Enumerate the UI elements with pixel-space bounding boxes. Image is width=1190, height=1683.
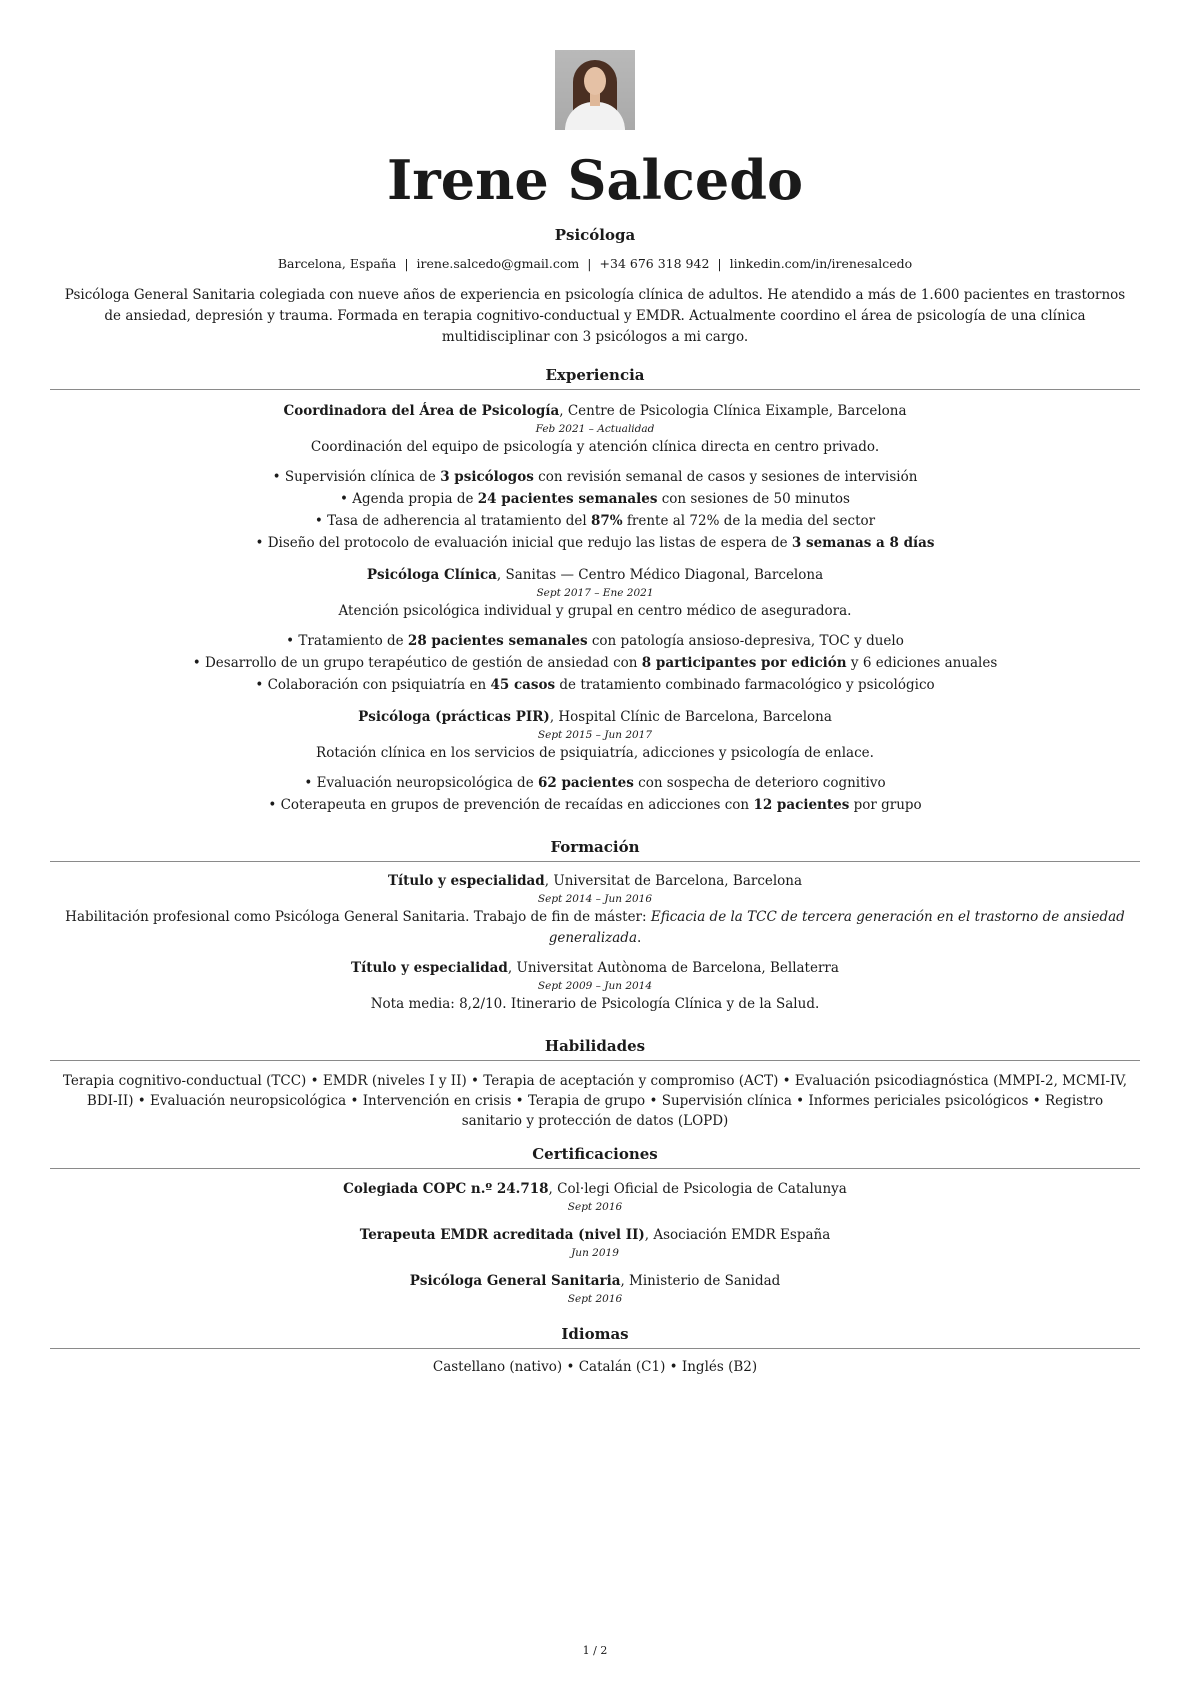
resume-page [50, 0, 1140, 1375]
certification-name: Terapeuta EMDR acreditada (nivel II) [359, 1227, 645, 1243]
education-description: Habilitación profesional como Psicóloga General Sanitaria. Trabajo de fin de máster: Eficacia de la TCC de tercera generación en el trastorno de ansiedad generalizada. [65, 909, 1125, 946]
job-position: Psicóloga Clínica [366, 567, 497, 583]
certification-org: , Asociación EMDR España [644, 1227, 831, 1243]
certification-date: Sept 2016 [567, 1201, 623, 1213]
list-item: • Colaboración con psiquiatría en 45 casos de tratamiento combinado farmacológico y psicológico [255, 677, 935, 693]
list-item: • Agenda propia de 24 pacientes semanales con sesiones de 50 minutos [340, 491, 850, 507]
job-bullets [50, 772, 1140, 816]
job-entry [50, 402, 1140, 554]
education-degree: Título y especialidad [387, 873, 545, 889]
job-description: Rotación clínica en los servicios de psiquiatría, adicciones y psicología de enlace. [316, 745, 874, 761]
section-title-experience: Experiencia [50, 366, 1140, 390]
contact-linkedin[interactable]: linkedin.com/in/irenesalcedo [729, 256, 913, 271]
job-bullets [50, 630, 1140, 696]
job-position: Psicóloga (prácticas PIR) [358, 709, 550, 725]
list-item: • Desarrollo de un grupo terapéutico de gestión de ansiedad con 8 participantes por edición y 6 ediciones anuales [192, 655, 998, 671]
education-entry [50, 872, 1140, 949]
certification-entry [50, 1225, 1140, 1261]
job-date: Sept 2015 – Jun 2017 [537, 729, 653, 741]
education-date: Sept 2014 – Jun 2016 [537, 893, 653, 905]
candidate-role: Psicóloga [554, 226, 636, 244]
certification-org: , Col·legi Oficial de Psicologia de Catalunya [548, 1181, 847, 1197]
contact-separator: | [717, 256, 722, 271]
page-number: 1 / 2 [582, 1644, 608, 1657]
certification-entry [50, 1179, 1140, 1215]
contact-separator: | [587, 256, 592, 271]
contact-line [50, 256, 1140, 271]
section-title-certifications: Certificaciones [50, 1145, 1140, 1169]
list-item: • Tasa de adherencia al tratamiento del 87% frente al 72% de la media del sector [314, 513, 876, 529]
skills-list: Terapia cognitivo-conductual (TCC) • EMDR (niveles I y II) • Terapia de aceptación y compromiso (ACT) • Evaluación psicodiagnóstica (MMPI-2, MCMI-IV, BDI-II) • Evaluación neuropsicológica • Intervención en crisis • Terapia de grupo • Supervisión clínica • Informes periciales psicológicos • Registro sanitario y protección de datos (LOPD) [62, 1073, 1128, 1129]
list-item: • Supervisión clínica de 3 psicólogos con revisión semanal de casos y sesiones de intervisión [272, 469, 918, 485]
contact-phone[interactable]: +34 676 318 942 [599, 256, 710, 271]
job-organization: , Centre de Psicologia Clínica Eixample, Barcelona [559, 403, 907, 419]
contact-separator: | [404, 256, 409, 271]
section-title-languages: Idiomas [50, 1325, 1140, 1349]
profile-photo [555, 50, 635, 130]
job-description: Coordinación del equipo de psicología y atención clínica directa en centro privado. [310, 439, 880, 455]
contact-location: Barcelona, España [277, 256, 397, 271]
education-organization: , Universitat Autònoma de Barcelona, Bellaterra [507, 960, 839, 976]
education-date: Sept 2009 – Jun 2014 [537, 980, 653, 992]
languages-list: Castellano (nativo) • Catalán (C1) • Inglés (B2) [432, 1359, 758, 1375]
certification-org: , Ministerio de Sanidad [620, 1273, 781, 1289]
job-organization: , Hospital Clínic de Barcelona, Barcelona [549, 709, 832, 725]
education-degree: Título y especialidad [351, 960, 508, 976]
section-title-skills: Habilidades [50, 1037, 1140, 1061]
job-date: Feb 2021 – Actualidad [535, 423, 655, 435]
education-organization: , Universitat de Barcelona, Barcelona [544, 873, 803, 889]
education-entry [50, 959, 1140, 1015]
certification-date: Jun 2019 [571, 1247, 619, 1259]
contact-email[interactable]: irene.salcedo@gmail.com [416, 256, 580, 271]
list-item: • Evaluación neuropsicológica de 62 pacientes con sospecha de deterioro cognitivo [304, 775, 886, 791]
list-item: • Tratamiento de 28 pacientes semanales con patología ansioso-depresiva, TOC y duelo [286, 633, 904, 649]
job-description: Atención psicológica individual y grupal en centro médico de aseguradora. [338, 603, 852, 619]
education-description: Nota media: 8,2/10. Itinerario de Psicología Clínica y de la Salud. [370, 996, 820, 1012]
candidate-name: Irene Salcedo [387, 148, 803, 212]
job-date: Sept 2017 – Ene 2021 [536, 587, 654, 599]
profile-summary: Psicóloga General Sanitaria colegiada con nueve años de experiencia en psicología clínica de adultos. He atendido a más de 1.600 pacientes en trastornos de ansiedad, depresión y trauma. Formada en terapia cognitivo-conductual y EMDR. Actualmente coordino el área de psicología de una clínica multidisciplinar con 3 psicólogos a mi cargo. [64, 287, 1126, 345]
job-organization: , Sanitas — Centro Médico Diagonal, Barcelona [496, 567, 824, 583]
list-item: • Diseño del protocolo de evaluación inicial que redujo las listas de espera de 3 semanas a 8 días [255, 535, 935, 551]
list-item: • Coterapeuta en grupos de prevención de recaídas en adicciones con 12 pacientes por grupo [268, 797, 922, 813]
certification-name: Psicóloga General Sanitaria [409, 1273, 621, 1289]
section-title-education: Formación [50, 838, 1140, 862]
job-entry [50, 708, 1140, 816]
job-entry [50, 566, 1140, 696]
certification-name: Colegiada COPC n.º 24.718 [343, 1181, 549, 1197]
certification-entry [50, 1271, 1140, 1307]
job-bullets [50, 466, 1140, 554]
certification-date: Sept 2016 [567, 1293, 623, 1305]
job-position: Coordinadora del Área de Psicología [283, 403, 560, 419]
